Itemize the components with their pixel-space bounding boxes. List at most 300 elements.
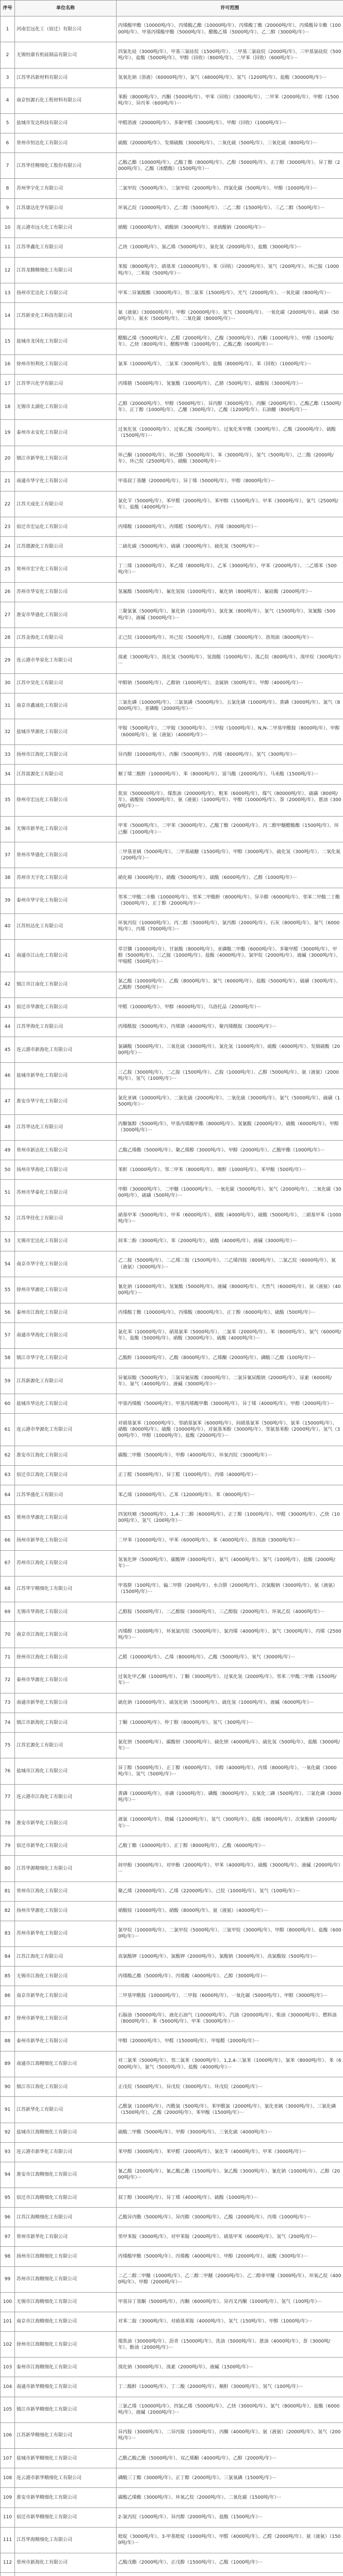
company-name-cell: 苏州市华安化工有限公司 xyxy=(15,582,117,602)
table-row xyxy=(1,1901,343,1921)
permit-scope-cell: 硫酸（20000吨/年）、发烟硫酸（3000吨/年）、二氧化硫（500吨/年）、三氧化硫（800吨/年）··· xyxy=(117,133,343,153)
permit-scope-cell: 邻苯二甲酸二辛酯（10000吨/年）、邻苯二甲酸酐（8000吨/年）、异辛醇（6000吨/年）、邻苯二甲酸二丁酯（3000吨/年）、正丁醇（2000吨/年）··· xyxy=(117,888,343,913)
table-row xyxy=(1,2208,343,2227)
company-name-cell: 常州市宏宇化工有限公司 xyxy=(15,556,117,582)
table-row xyxy=(1,1323,343,1348)
permit-scope-cell: 异丁醇（5000吨/年）、正丁醇（6000吨/年）、辛醇（4000吨/年）、丙烯（8000吨/年）、一氧化碳（3000吨/年）、氢气（500吨/年）··· xyxy=(117,1758,343,1784)
row-index-cell: 85 xyxy=(1,1967,15,1986)
company-name-cell: 无锡市新华化工有限公司 xyxy=(15,816,117,842)
company-name-cell: 南京市新华化工有限公司 xyxy=(15,1986,117,2006)
row-index-cell: 107 xyxy=(1,2449,15,2468)
row-index-cell: 55 xyxy=(1,1277,15,1303)
company-name-cell: 盐城市华达化工有限公司 xyxy=(15,1394,117,1414)
row-index-cell: 47 xyxy=(1,1089,15,1114)
row-index-cell: 110 xyxy=(1,2507,15,2527)
row-index-cell: 68 xyxy=(1,1576,15,1602)
company-name-cell: 苏州市天宇化工有限公司 xyxy=(15,868,117,888)
table-header-row xyxy=(1,1,343,16)
permit-scope-cell: 二氯甲烷（5000吨/年）、三氯甲烷（2000吨/年）、四氯化碳（500吨/年）、甲醇（1000吨/年）··· xyxy=(117,179,343,198)
company-name-cell: 扬州市江海化工有限公司 xyxy=(15,745,117,765)
permit-scope-cell: 苯酚（8000吨/年）、丙酮（5000吨/年）、甲苯（回收）（3000吨/年）、二甲苯（2000吨/年）、甲醇（1500吨/年）、异丙苯（600吨/年）··· xyxy=(117,88,343,113)
table-row xyxy=(1,2077,343,2097)
table-row xyxy=(1,719,343,744)
permit-scope-cell: 邻甲苯胺（3000吨/年）、对甲苯胺（2000吨/年）、硝基甲苯（6000吨/年）、氢气（200吨/年）··· xyxy=(117,2227,343,2247)
table-row xyxy=(1,2006,343,2031)
company-name-cell: 连云港市新华精细化工有限公司 xyxy=(15,2468,117,2488)
row-index-cell: 19 xyxy=(1,420,15,446)
company-name-cell: 苏州市华泰化工有限公司 xyxy=(15,1180,117,1206)
permit-scope-cell: 二硫化碳（5000吨/年）、硫磺（3000吨/年）、硫化氢（500吨/年）··· xyxy=(117,537,343,556)
row-index-cell: 21 xyxy=(1,471,15,491)
row-index-cell: 44 xyxy=(1,1017,15,1037)
row-index-cell: 40 xyxy=(1,913,15,939)
row-index-cell: 2 xyxy=(1,42,15,68)
permit-scope-cell: 硝基甲苯（5000吨/年）、甲苯（6000吨/年）、硝酸（4000吨/年）、硫酸（5000吨/年）、二硝基甲苯（1000吨/年）··· xyxy=(117,1206,343,1231)
row-index-cell: 51 xyxy=(1,1180,15,1206)
table-row xyxy=(1,2422,343,2448)
row-index-cell: 39 xyxy=(1,888,15,913)
row-index-cell: 99 xyxy=(1,2266,15,2292)
company-name-cell: 泰州市江海精细化工有限公司 xyxy=(15,2358,117,2377)
table-row xyxy=(1,1856,343,1882)
permit-scope-cell: 间苯二酚（3000吨/年）、苯（2000吨/年）、硫酸（4000吨/年）、液碱（3000吨/年）··· xyxy=(117,1231,343,1251)
table-row xyxy=(1,2527,343,2553)
company-name-cell: 南通市华海化工有限公司 xyxy=(15,1323,117,1348)
company-name-cell: 镇江市江海化工有限公司 xyxy=(15,2077,117,2097)
table-row xyxy=(1,1810,343,1836)
company-name-cell: 徐州市江海化工有限公司 xyxy=(15,1648,117,1667)
row-index-cell: 20 xyxy=(1,446,15,471)
table-row xyxy=(1,179,343,198)
company-name-cell: 常州市新达化工有限公司 xyxy=(15,1141,117,1160)
table-row xyxy=(1,765,343,784)
row-index-cell: 66 xyxy=(1,1531,15,1550)
row-index-cell: 75 xyxy=(1,1733,15,1758)
company-name-cell: 扬州市华海化工有限公司 xyxy=(15,1160,117,1180)
permit-scope-cell: 甲苯（5000吨/年）、二甲苯（3000吨/年）、乙酸丁酯（2000吨/年）、丙二醇甲醚醋酸酯（1500吨/年）、环己酮（1000吨/年）··· xyxy=(117,816,343,842)
company-name-cell: 盐城市华源化工有限公司 xyxy=(15,719,117,744)
company-name-cell: 扬州市华源化工有限公司 xyxy=(15,1901,117,1921)
row-index-cell: 29 xyxy=(1,648,15,673)
table-row xyxy=(1,997,343,1017)
table-row xyxy=(1,1446,343,1465)
table-row xyxy=(1,1602,343,1622)
table-row xyxy=(1,1531,343,1550)
company-name-cell: 宿迁市新华化工有限公司 xyxy=(15,1836,117,1856)
permit-scope-cell: 硝酸（10000吨/年）、硝酸钠（3000吨/年）、亚硝酸钠（2000吨/年）··· xyxy=(117,218,343,238)
company-name-cell: 江苏华鑫化工有限公司 xyxy=(15,238,117,257)
row-index-cell: 13 xyxy=(1,283,15,303)
row-index-cell: 92 xyxy=(1,2123,15,2142)
row-index-cell: 102 xyxy=(1,2332,15,2358)
table-row xyxy=(1,471,343,491)
table-row xyxy=(1,1505,343,1531)
company-name-cell: 宿迁市宏运化工有限公司 xyxy=(15,517,117,537)
company-name-cell: 无锡市江海化工有限公司 xyxy=(15,1967,117,1986)
table-row xyxy=(1,1485,343,1505)
row-index-cell: 56 xyxy=(1,1303,15,1323)
table-row xyxy=(1,693,343,719)
permit-scope-cell: 甲基叔丁基醚（20000吨/年）、异丁烯（5000吨/年）、甲醇（8000吨/年）··· xyxy=(117,471,343,491)
row-index-cell: 69 xyxy=(1,1602,15,1622)
company-name-cell: 镇江市华宇化工有限公司 xyxy=(15,1348,117,1368)
permit-scope-cell: 氯乙酸（10000吨/年）、乙酸（8000吨/年）、氯气（6000吨/年）、盐酸（5000吨/年）、硫磺（300吨/年）、乙酸酐（500吨/年）··· xyxy=(117,972,343,997)
company-name-cell: 扬州市江海精细化工有限公司 xyxy=(15,2247,117,2266)
table-row xyxy=(1,420,343,446)
company-name-cell: 徐州市新华化工有限公司 xyxy=(15,2006,117,2031)
row-index-cell: 31 xyxy=(1,693,15,719)
company-name-cell: 淮安市江海化工有限公司 xyxy=(15,1446,117,1465)
table-row xyxy=(1,2227,343,2247)
row-index-cell: 23 xyxy=(1,517,15,537)
permit-scope-cell: 丙烯腈（5000吨/年）、氢氰酸（1000吨/年）、乙腈（500吨/年）、硫酸铵（3000吨/年）··· xyxy=(117,374,343,394)
table-row xyxy=(1,2142,343,2162)
company-name-cell: 南京市鑫诚化工有限公司 xyxy=(15,693,117,719)
row-index-cell: 16 xyxy=(1,354,15,374)
company-name-cell: 盐城市新华精细化工有限公司 xyxy=(15,2449,117,2468)
company-name-cell: 徐州市华源化工有限公司 xyxy=(15,1277,117,1303)
table-body xyxy=(1,16,343,2576)
permit-scope-cell: 苯甲醇（3000吨/年）、苯甲醛（2000吨/年）、氯化苄（4000吨/年）、甲苯（3000吨/年）··· xyxy=(117,2142,343,2162)
permit-scope-cell: 氯化亚砜（10000吨/年）、二氯化硫（2000吨/年）、二氧化硫（3000吨/年）、氯气（5000吨/年）、硫磺（1500吨/年）··· xyxy=(117,1089,343,1114)
table-row xyxy=(1,2397,343,2422)
row-index-cell: 26 xyxy=(1,582,15,602)
table-row xyxy=(1,446,343,471)
row-index-cell: 9 xyxy=(1,198,15,218)
company-name-cell: 连云港市新华化工有限公司 xyxy=(15,2142,117,2162)
row-index-cell: 94 xyxy=(1,2162,15,2188)
table-row xyxy=(1,257,343,283)
table-row xyxy=(1,329,343,354)
permit-scope-cell: 苯酐（10000吨/年）、邻二甲苯（8000吨/年）、顺酐（1000吨/年）、苯甲酸（500吨/年）··· xyxy=(117,1160,343,1180)
table-row xyxy=(1,868,343,888)
permit-scope-cell: 过氧化氢（10000吨/年）、过氧乙酸（500吨/年）、过氧化苯甲酰（300吨/年）、乙酸（2000吨/年）、硫酸（1500吨/年）··· xyxy=(117,420,343,446)
company-name-cell: 江苏华兴化学有限公司 xyxy=(15,374,117,394)
permit-scope-cell: 乙酸丁酯（10000吨/年）、正丁醇（8000吨/年）、乙酸（6000吨/年）··· xyxy=(117,1836,343,1856)
permit-scope-cell: 丙烯酸甲酯（10000吨/年）、丙烯酸乙酯（10000吨/年）、丙烯酸丁酯（20000吨/年）、丙烯酸异辛酯（10000吨/年）、甲基丙烯酸甲酯（5000吨/年）、醋酸乙烯（5000吨/年）、乙二醇（3000吨/年）··· xyxy=(117,16,343,42)
row-index-cell: 84 xyxy=(1,1947,15,1967)
company-name-cell: 河南宏远化工（宿迁）有限公司 xyxy=(15,16,117,42)
company-name-cell: 连云港市华源化工有限公司 xyxy=(15,1414,117,1446)
table-row xyxy=(1,492,343,517)
row-index-cell: 50 xyxy=(1,1160,15,1180)
permit-scope-cell: 丙烯酰胺（5000吨/年）、丙烯腈（4000吨/年）、聚丙烯酰胺（3000吨/年）··· xyxy=(117,1017,343,1037)
permit-scope-cell: 乙酸异丙酯（5000吨/年）、异丙醇（3000吨/年）、乙酸（2000吨/年）、丙烯（1000吨/年）··· xyxy=(117,2208,343,2227)
permit-scope-cell: 氯甲烷（10000吨/年）、二氯甲烷（5000吨/年）、三氯甲烷（3000吨/年）、甲醇（8000吨/年）、盐酸（6000吨/年）··· xyxy=(117,1921,343,1946)
table-row xyxy=(1,2292,343,2312)
permit-scope-cell: 甲苯二异氰酸酯（3000吨/年）、邻二氯苯（1500吨/年）、光气（2000吨/年）、一氧化碳（800吨/年）··· xyxy=(117,283,343,303)
table-row xyxy=(1,2097,343,2123)
company-name-cell: 常州市华盛化工有限公司 xyxy=(15,842,117,868)
permit-scope-cell: 乙酸乙酯（10000吨/年）、乙酸丁酯（8000吨/年）、乙醇（5000吨/年）、正丁醇（3000吨/年）、异丁醇（2000吨/年）、乙酸（冰醋酸）（1500吨/年）··· xyxy=(117,153,343,179)
row-index-cell: 48 xyxy=(1,1114,15,1140)
permit-scope-cell: 对硝基氯苯（10000吨/年）、邻硝基氯苯（6000吨/年）、间硝基氯苯（500吨/年）、氯苯（15000吨/年）、硝酸（8000吨/年）、硫酸（10000吨/年）、对氨基苯酚（3000吨/年）、邻氨基苯酚（2000吨/年）、氢气（300吨/年）、甲醇（1000吨/年）、盐酸（2000吨/年）··· xyxy=(117,1414,343,1446)
row-index-cell: 6 xyxy=(1,133,15,153)
permit-scope-cell: 四氯化硅（3000吨/年）、甲基三氯硅烷（1500吨/年）、二甲基二氯硅烷（2000吨/年）、三甲基氯硅烷（500吨/年）、盐酸（5000吨/年）、甲醇（回收）（800吨/年）、二甲苯（回收）（600吨/年）··· xyxy=(117,42,343,68)
permit-scope-cell: 硫酸二甲酯（5000吨/年）、甲醇（3000吨/年）、三氧化硫（4000吨/年）··· xyxy=(117,2123,343,2142)
permit-scope-cell: 焦炭（500000吨/年）、煤焦油（20000吨/年）、粗苯（6000吨/年）、煤气（80000吨/年）、硫磺（800吨/年）、硫酸铵（5000吨/年）、氨（液氨）（1000吨/年）、甲醇（10000吨/年）、萘（2000吨/年）、蒽油（3000吨/年）··· xyxy=(117,784,343,816)
table-row xyxy=(1,648,343,673)
row-index-cell: 38 xyxy=(1,868,15,888)
company-name-cell: 无锡市宏达化工有限公司 xyxy=(15,1231,117,1251)
company-name-cell: 镇江市新华化工有限公司 xyxy=(15,446,117,471)
permit-scope-cell: 高氯酸钾（1000吨/年）、氯酸钾（2000吨/年）、氯酸钠（3000吨/年）、高氯酸铵（500吨/年）··· xyxy=(117,1947,343,1967)
table-row xyxy=(1,537,343,556)
table-row xyxy=(1,602,343,628)
table-row xyxy=(1,888,343,913)
row-index-cell: 36 xyxy=(1,816,15,842)
row-index-cell: 43 xyxy=(1,997,15,1017)
permit-scope-cell: 正己烷（10000吨/年）、环己烷（5000吨/年）、石油醚（3000吨/年）、溶剂油（8000吨/年）··· xyxy=(117,628,343,648)
permit-scope-cell: 丁酮（10000吨/年）、仲丁醇（8000吨/年）、氢气（300吨/年）··· xyxy=(117,1713,343,1733)
company-name-cell: 徐州市宏远化工有限公司 xyxy=(15,784,117,816)
permit-scope-cell: 乙二胺（5000吨/年）、二乙烯三胺（1500吨/年）、三乙烯四胺（800吨/年）、二氯乙烷（6000吨/年）、氨（液氨）（3000吨/年）··· xyxy=(117,1251,343,1277)
table-row xyxy=(1,1114,343,1140)
table-row xyxy=(1,1368,343,1394)
company-name-cell: 南通市江海精细化工有限公司 xyxy=(15,2051,117,2077)
row-index-cell: 61 xyxy=(1,1414,15,1446)
row-index-cell: 106 xyxy=(1,2422,15,2448)
table-row xyxy=(1,1277,343,1303)
permit-scope-cell: 正戊烷（5000吨/年）、异戊烷（3000吨/年）、环戊烷（2000吨/年）··· xyxy=(117,2077,343,2097)
company-name-cell: 南通市新华精细化工有限公司 xyxy=(15,2377,117,2397)
company-name-cell: 江苏江海精细化工有限公司 xyxy=(15,2208,117,2227)
company-name-cell: 宿迁市江海化工有限公司 xyxy=(15,1465,117,1485)
header-index: 序号 xyxy=(1,1,15,16)
permit-scope-cell: 甲醇钠（5000吨/年）、乙醇钠（1000吨/年）、金属钠（300吨/年）、甲醇（4000吨/年）··· xyxy=(117,673,343,693)
table-row xyxy=(1,1141,343,1160)
row-index-cell: 34 xyxy=(1,765,15,784)
row-index-cell: 14 xyxy=(1,303,15,329)
company-name-cell: 苏州市江海化工有限公司 xyxy=(15,1550,117,1576)
table-row xyxy=(1,1784,343,1810)
row-index-cell: 46 xyxy=(1,1063,15,1089)
permit-scope-cell: 四氢呋喃（5000吨/年）、1,4-丁二醇（6000吨/年）、正丁醇（1000吨/年）、甲醛（3000吨/年）、乙炔（1000吨/年）、氢气（200吨/年）··· xyxy=(117,1505,343,1531)
row-index-cell: 108 xyxy=(1,2468,15,2488)
permit-scope-cell: 对苯二胺（3000吨/年）、对硝基苯胺（4000吨/年）、氢气（150吨/年）、甲醇（1000吨/年）··· xyxy=(117,2312,343,2331)
company-name-cell: 常州市恒达化工有限公司 xyxy=(15,133,117,153)
permit-scope-cell: 环己酮（10000吨/年）、环己醇（5000吨/年）、苯（3000吨/年）、氢气（500吨/年）、己二酸（2000吨/年）、环己烷（2500吨/年）、硝酸（3000吨/年）··· xyxy=(117,446,343,471)
row-index-cell: 28 xyxy=(1,628,15,648)
row-index-cell: 49 xyxy=(1,1141,15,1160)
permit-scope-cell: 二乙二醇二甲醚（1000吨/年）、乙二醇二甲醚（2000吨/年）、乙二醇单甲醚（3000吨/年）、环氧乙烷（4000吨/年）、甲醇（2000吨/年）··· xyxy=(117,2266,343,2292)
row-index-cell: 30 xyxy=(1,673,15,693)
permit-scope-cell: 三乙胺（3000吨/年）、二乙胺（1500吨/年）、乙胺（1000吨/年）、乙醇（5000吨/年）、氨（液氨）（2000吨/年）、氢气（100吨/年）··· xyxy=(117,1063,343,1089)
permit-scope-cell: 黄磷（10000吨/年）、赤磷（1000吨/年）、磷酸（8000吨/年）、五氧化二磷（500吨/年）、三氯化磷（3000吨/年）··· xyxy=(117,1784,343,1810)
permit-scope-cell: 磷酸三丁酯（3000吨/年）、正丁醇（2000吨/年）、三氯氧磷（1500吨/年）··· xyxy=(117,2468,343,2488)
table-row xyxy=(1,1206,343,1231)
company-name-cell: 南通市江山化工有限公司 xyxy=(15,940,117,972)
company-name-cell: 泰州市江海化工有限公司 xyxy=(15,1303,117,1323)
row-index-cell: 63 xyxy=(1,1465,15,1485)
row-index-cell: 17 xyxy=(1,374,15,394)
table-row xyxy=(1,374,343,394)
table-row xyxy=(1,1622,343,1648)
table-row xyxy=(1,2507,343,2527)
company-name-cell: 江苏新源化工有限公司 xyxy=(15,1368,117,1394)
company-name-cell: 常州市华源化工有限公司 xyxy=(15,1505,117,1531)
permit-scope-cell: 乙酰氯（1000吨/年）、丙酰氯（500吨/年）、苯甲酰氯（2000吨/年）、氯化亚砜（3000吨/年）、三氯化磷（1500吨/年）、乙酸（2000吨/年）、苯甲酸（1500吨/年）··· xyxy=(117,2097,343,2123)
company-name-cell: 常州市江海化工有限公司 xyxy=(15,1882,117,1901)
row-index-cell: 95 xyxy=(1,2188,15,2208)
permit-scope-cell: 苯胺（8000吨/年）、硝基苯（10000吨/年）、苯（回收）（2000吨/年）、氢气（200吨/年）、环己胺（1000吨/年）、二苯胺（500吨/年）··· xyxy=(117,257,343,283)
row-index-cell: 88 xyxy=(1,2031,15,2051)
company-name-cell: 连云港市华星化工有限公司 xyxy=(15,648,117,673)
company-name-cell: 江苏新亚化工科技有限公司 xyxy=(15,303,117,329)
table-row xyxy=(1,1667,343,1693)
company-name-cell: 泰州市华源化工有限公司 xyxy=(15,1667,117,1693)
row-index-cell: 58 xyxy=(1,1348,15,1368)
permit-scope-cell: 石脑油（50000吨/年）、液化石油气（10000吨/年）、汽油（20000吨/年）、柴油（30000吨/年）、燃料油（8000吨/年）、苯（5000吨/年）、甲苯（3000吨/年）··· xyxy=(117,2006,343,2031)
permit-scope-cell: 甲醛（10000吨/年）、甲醇（6000吨/年）、乌洛托品（2000吨/年）··· xyxy=(117,997,343,1017)
row-index-cell: 3 xyxy=(1,68,15,88)
table-row xyxy=(1,1986,343,2006)
company-name-cell: 泰州市永安化工有限公司 xyxy=(15,420,117,446)
permit-scope-cell: 环氧丙烷（10000吨/年）、丙二醇（5000吨/年）、氯丙醇（2000吨/年）、石灰（8000吨/年）、氯气（6000吨/年）、丙烯（7000吨/年）··· xyxy=(117,913,343,939)
permit-scope-cell: 二甲苯（10000吨/年）、甲苯（6000吨/年）、苯（4000吨/年）、溶剂油（3000吨/年）··· xyxy=(117,1531,343,1550)
row-index-cell: 27 xyxy=(1,602,15,628)
table-row xyxy=(1,582,343,602)
permit-scope-cell: 丁二酸酐（1000吨/年）、丁二酸（2000吨/年）、顺酐（3000吨/年）、氢气（100吨/年）··· xyxy=(117,2377,343,2397)
permit-scope-cell: 聚乙烯（20000吨/年）、乙烯（22000吨/年）、己烷（1000吨/年）、氢气（100吨/年）··· xyxy=(117,1882,343,1901)
row-index-cell: 42 xyxy=(1,972,15,997)
permit-scope-cell: 溴素（3000吨/年）、溴化氢（500吨/年）、氢溴酸（1000吨/年）、溴乙烷（800吨/年）、溴甲烷（300吨/年）··· xyxy=(117,648,343,673)
permit-scope-cell: 二甲基亚砜（5000吨/年）、二甲基硫醚（1500吨/年）、甲醇（3000吨/年）、硫化氢（300吨/年）、二氧化氮（200吨/年）··· xyxy=(117,842,343,868)
table-row xyxy=(1,1882,343,1901)
company-name-cell: 盐城市江海化工有限公司 xyxy=(15,1758,117,1784)
table-row xyxy=(1,394,343,420)
row-index-cell: 112 xyxy=(1,2553,15,2572)
row-index-cell: 53 xyxy=(1,1231,15,1251)
table-row xyxy=(1,2488,343,2507)
permit-scope-cell: 甲胺（5000吨/年）、二甲胺（3000吨/年）、三甲胺（1000吨/年）、N,N-二甲基甲酰胺（8000吨/年）、甲醇（6000吨/年）、氨（液氨）（4000吨/年）··· xyxy=(117,719,343,744)
table-row xyxy=(1,1693,343,1713)
permit-scope-cell: 氨（液氨）（30000吨/年）、甲醇（20000吨/年）、氢气（3000吨/年）、一氧化碳（2000吨/年）、硫磺（500吨/年）、氨水（5000吨/年）、二氧化碳（8000吨/年）··· xyxy=(117,303,343,329)
permit-scope-cell: 三氯化磷（10000吨/年）、三氯氧磷（5000吨/年）、五氯化磷（1000吨/年）、黄磷（3000吨/年）、氯气（8000吨/年）、亚磷酸（2000吨/年）··· xyxy=(117,693,343,719)
table-row xyxy=(1,283,343,303)
row-index-cell: 90 xyxy=(1,2077,15,2097)
row-index-cell: 87 xyxy=(1,2006,15,2031)
table-row xyxy=(1,2188,343,2208)
row-index-cell: 81 xyxy=(1,1882,15,1901)
row-index-cell: 73 xyxy=(1,1693,15,1713)
row-index-cell: 7 xyxy=(1,153,15,179)
row-index-cell: 101 xyxy=(1,2312,15,2331)
company-name-cell: 江苏华昌新材料有限公司 xyxy=(15,68,117,88)
company-name-cell: 泰州市新华化工有限公司 xyxy=(15,2031,117,2051)
permit-scope-cell: 异氰尿酸（5000吨/年）、三氯异氰尿酸（3000吨/年）、二氯异氰尿酸钠（2000吨/年）、尿素（6000吨/年）、氯气（4000吨/年）、液碱（3000吨/年）··· xyxy=(117,1368,343,1394)
row-index-cell: 80 xyxy=(1,1856,15,1882)
row-index-cell: 22 xyxy=(1,492,15,517)
table-row xyxy=(1,1733,343,1758)
table-row xyxy=(1,1967,343,1986)
permit-scope-cell: 吡啶（3000吨/年）、3-甲基吡啶（1000吨/年）、甲醛（4000吨/年）、乙醛（2000吨/年）、氨（液氨）（1500吨/年）··· xyxy=(117,2527,343,2553)
permit-scope-cell: 乙醇（20000吨/年）、甲醇（5000吨/年）、异丙醇（3000吨/年）、丙酮（2000吨/年）、乙酸乙酯（1500吨/年）、正丁醇（1000吨/年）、乙醚（300吨/年）、乙酸（1200吨/年）、石油醚（800吨/年）··· xyxy=(117,394,343,420)
row-index-cell: 52 xyxy=(1,1206,15,1231)
company-name-cell: 连云港市新海化工有限公司 xyxy=(15,1037,117,1063)
permit-scope-cell: 草甘膦（10000吨/年）、甘氨酸（8000吨/年）、亚磷酸二甲酯（6000吨/年）、多聚甲醛（3000吨/年）、甲醇（5000吨/年）、三乙胺（1000吨/年）、盐酸（4000吨/年）、氯甲烷（2000吨/年）、液碱（3000吨/年）、甲缩醛（500吨/年）··· xyxy=(117,940,343,972)
table-row xyxy=(1,1921,343,1946)
company-name-cell: 江苏龙腾精细化工有限公司 xyxy=(15,257,117,283)
table-row xyxy=(1,1017,343,1037)
permit-scope-cell: 氢氧化钾（5000吨/年）、碳酸钾（3000吨/年）、氯气（4000吨/年）、氢气（100吨/年）、盐酸（2000吨/年）··· xyxy=(117,1550,343,1576)
permit-scope-cell: 甲醇（20000吨/年）、甲醛（15000吨/年）、甲缩醛（2000吨/年）··· xyxy=(117,2031,343,2051)
row-index-cell: 79 xyxy=(1,1836,15,1856)
permit-scope-cell: 对二氯苯（5000吨/年）、邻二氯苯（3000吨/年）、1,2,4-三氯苯（1000吨/年）、氯苯（8000吨/年）、苯（6000吨/年）、氯气（5000吨/年）、盐酸（4000吨/年）··· xyxy=(117,2051,343,2077)
row-index-cell: 83 xyxy=(1,1921,15,1946)
table-row xyxy=(1,1251,343,1277)
company-name-cell: 江苏康达化学有限公司 xyxy=(15,198,117,218)
row-index-cell: 86 xyxy=(1,1986,15,2006)
table-row xyxy=(1,1550,343,1576)
company-name-cell: 南通市新华化工有限公司 xyxy=(15,1693,117,1713)
permit-scope-cell: 氯化苯（10000吨/年）、硝基氯苯（5000吨/年）、二氯苯（2000吨/年）、苯（8000吨/年）、氯气（6000吨/年）、盐酸（5000吨/年）、硝酸（3000吨/年）、硫酸（4000吨/年）··· xyxy=(117,1323,343,1348)
company-name-cell: 南通市华宇化工有限公司 xyxy=(15,471,117,491)
row-index-cell: 59 xyxy=(1,1368,15,1394)
table-row xyxy=(1,354,343,374)
permit-scope-cell: 甲基丙烯酸（5000吨/年）、甲基丙烯酸甲酯（3000吨/年）、异丁烯（4000吨/年）、甲醇（2000吨/年）··· xyxy=(117,1394,343,1414)
permit-scope-cell: 氯苯（10000吨/年）、二氯苯（3000吨/年）、盐酸（8000吨/年）、苯（回收）（1000吨/年）··· xyxy=(117,354,343,374)
company-name-cell: 盐城市龙冈化工有限公司 xyxy=(15,329,117,354)
company-name-cell: 无锡市太湖化工有限公司 xyxy=(15,394,117,420)
table-row xyxy=(1,1758,343,1784)
permit-scope-cell: 三聚氯氰（5000吨/年）、氰化钠（1000吨/年）、氯化氰（800吨/年）、氯气（1500吨/年）、氢氰酸（500吨/年）、液碱（3000吨/年）··· xyxy=(117,602,343,628)
row-index-cell: 100 xyxy=(1,2292,15,2312)
row-index-cell: 91 xyxy=(1,2097,15,2123)
company-name-cell: 江苏新华精细化工有限公司 xyxy=(15,2422,117,2448)
table-row xyxy=(1,303,343,329)
permit-scope-cell: 碳酸乙烯酯（3000吨/年）、环氧乙烷（2000吨/年）、二氧化碳（1500吨/年）··· xyxy=(117,2488,343,2507)
table-row xyxy=(1,2573,343,2576)
table-row xyxy=(1,2123,343,2142)
company-name-cell: 扬州市宏达化工有限公司 xyxy=(15,283,117,303)
row-index-cell: 70 xyxy=(1,1622,15,1648)
table-row xyxy=(1,745,343,765)
permit-scope-cell: 丙烯酸（10000吨/年）、丙烯醛（500吨/年）、丙烯（8000吨/年）··· xyxy=(117,517,343,537)
row-index-cell: 104 xyxy=(1,2377,15,2397)
table-row xyxy=(1,556,343,582)
row-index-cell: 33 xyxy=(1,745,15,765)
row-index-cell: 24 xyxy=(1,537,15,556)
permit-scope-cell xyxy=(117,2573,343,2576)
permit-scope-cell: 液氯（10000吨/年）、烧碱（12000吨/年）、氢气（300吨/年）、盐酸（8000吨/年）、次氯酸钠（2000吨/年）··· xyxy=(117,1810,343,1836)
row-index-cell: 67 xyxy=(1,1550,15,1576)
company-name-cell: 盐城市新华化工有限公司 xyxy=(15,1063,117,1089)
company-name-cell: 江苏天成化工有限公司 xyxy=(15,492,117,517)
company-name-cell: 扬州市新华化工有限公司 xyxy=(15,1531,117,1550)
table-row xyxy=(1,2449,343,2468)
table-row xyxy=(1,1160,343,1180)
company-name-cell: 连云港市江海化工有限公司 xyxy=(15,1784,117,1810)
company-name-cell xyxy=(15,2573,117,2576)
company-name-cell: 江苏德源化工有限公司 xyxy=(15,537,117,556)
permit-scope-cell: 乙酰乙酸乙酯（5000吨/年）、双乙烯酮（4000吨/年）、乙醇（2000吨/年）··· xyxy=(117,2449,343,2468)
table-row xyxy=(1,2358,343,2377)
row-index-cell: 103 xyxy=(1,2358,15,2377)
company-name-cell: 徐州市恒利化工有限公司 xyxy=(15,354,117,374)
row-index-cell: 10 xyxy=(1,218,15,238)
permit-scope-cell: 环氧乙烷（10000吨/年）、乙二醇（5000吨/年）、二乙二醇（1500吨/年）、三乙二醇（500吨/年）··· xyxy=(117,198,343,218)
row-index-cell: 62 xyxy=(1,1446,15,1465)
table-row xyxy=(1,1947,343,1967)
row-index-cell: 45 xyxy=(1,1037,15,1063)
company-name-cell: 南京恒源石化工程材料有限公司 xyxy=(15,88,117,113)
permit-scope-cell: 苯乙烯（10000吨/年）、乙苯（12000吨/年）、苯（8000吨/年）··· xyxy=(117,1485,343,1505)
company-name-cell: 江苏华佳精细化工股份有限公司 xyxy=(15,153,117,179)
permit-scope-cell: 乙酸戊酯（2000吨/年）、正戊醇（1500吨/年）、乙酸（1000吨/年）··· xyxy=(117,2553,343,2572)
row-index-cell: 12 xyxy=(1,257,15,283)
row-index-cell: 5 xyxy=(1,113,15,133)
